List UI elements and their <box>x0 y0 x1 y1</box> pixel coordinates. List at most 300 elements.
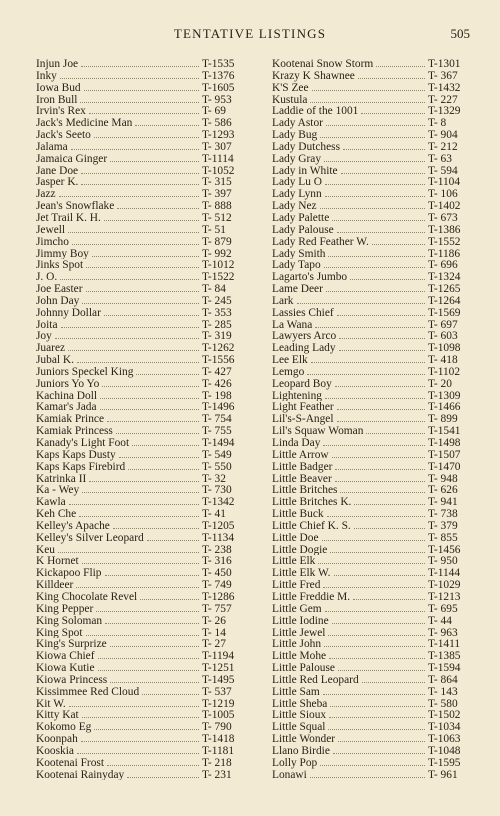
listing-entry <box>36 579 246 591</box>
listing-entry <box>36 745 246 757</box>
dot-leader <box>320 200 425 209</box>
entry-name: Lassies Chief <box>272 306 334 319</box>
entry-name: Katrinka II <box>36 472 87 485</box>
entry-name: Jimcho <box>36 235 69 248</box>
entry-name: Light Feather <box>272 401 334 414</box>
entry-code: T- 245 <box>202 294 232 307</box>
dot-leader <box>337 307 425 316</box>
listing-entry <box>36 721 246 733</box>
entry-name: Leading Lady <box>272 342 336 355</box>
entry-code: T- 953 <box>202 93 232 106</box>
listing-entry <box>272 579 468 591</box>
entry-code: T- 8 <box>428 117 447 130</box>
entry-code: T- 32 <box>202 472 226 485</box>
entry-name: Jane Doe <box>36 164 79 177</box>
listing-entry <box>36 295 246 307</box>
entry-code: T- 550 <box>202 460 232 473</box>
listing-entry <box>272 176 468 188</box>
entry-code: T- 20 <box>428 377 452 390</box>
entry-name: Little Wonder <box>272 733 336 745</box>
dot-leader <box>92 248 199 257</box>
listing-entry <box>272 188 468 200</box>
dot-leader <box>81 733 199 742</box>
listing-entry <box>36 378 246 390</box>
dot-leader <box>326 283 425 292</box>
listing-entry <box>272 248 468 260</box>
entry-name: Lolly Pop <box>272 756 318 769</box>
dot-leader <box>117 200 199 209</box>
listing-entry <box>36 236 246 248</box>
entry-name: Kamiak Prince <box>36 413 105 426</box>
listing-entry <box>36 283 246 295</box>
dot-leader <box>330 698 425 707</box>
listing-entry <box>272 224 468 236</box>
entry-code: T-1466 <box>428 401 461 414</box>
listing-entry <box>36 307 246 319</box>
entry-code: T- 855 <box>428 531 458 544</box>
dot-leader <box>340 484 425 493</box>
entry-name: Little Iodine <box>272 614 329 627</box>
page-header <box>0 24 500 46</box>
entry-code: T-1535 <box>202 58 235 70</box>
entry-code: T-1012 <box>202 259 235 272</box>
entry-name: Lady Palette <box>272 211 330 224</box>
dot-leader <box>94 721 199 730</box>
listing-entry <box>272 366 468 378</box>
listing-entry <box>36 686 246 698</box>
listing-entry <box>36 484 246 496</box>
listing-entry <box>36 401 246 413</box>
entry-name: Kaps Kaps Firebird <box>36 460 126 473</box>
listing-entry <box>36 390 246 402</box>
entry-name: Kiowa Kutie <box>36 662 95 674</box>
dot-leader <box>327 508 425 517</box>
dot-leader <box>323 437 425 446</box>
entry-name: Kickapoo Flip <box>36 567 102 580</box>
dot-leader <box>337 401 425 410</box>
entry-code: T-1114 <box>202 152 234 165</box>
listing-entry <box>36 532 246 544</box>
dot-leader <box>110 153 199 162</box>
listing-entry <box>36 437 246 449</box>
entry-name: Jamaica Ginger <box>36 152 108 165</box>
entry-code: T-1194 <box>202 650 235 663</box>
dot-leader <box>323 579 425 588</box>
entry-code: T- 14 <box>202 626 226 639</box>
listing-entry <box>272 378 468 390</box>
dot-leader <box>325 188 425 197</box>
entry-name: Keh Che <box>36 508 77 520</box>
entry-name: Krazy K Shawnee <box>272 69 355 82</box>
entry-name: Lady Lynn <box>272 188 322 201</box>
entry-name: Little Red Leopard <box>272 673 359 686</box>
listing-entry <box>272 58 468 70</box>
entry-code: T- 948 <box>428 472 458 485</box>
entry-name: Kooskia <box>36 744 74 757</box>
dot-leader <box>350 271 425 280</box>
entry-name: Leopard Boy <box>272 377 332 390</box>
entry-name: Little Britches K. <box>272 496 352 509</box>
listing-entry <box>272 508 468 520</box>
dot-leader <box>339 330 425 339</box>
listing-entry <box>272 105 468 117</box>
dot-leader <box>89 105 199 114</box>
dot-leader <box>311 354 425 363</box>
listing-entry <box>36 508 246 520</box>
dot-leader <box>98 650 199 659</box>
entry-code: T-1595 <box>428 756 461 769</box>
listing-entry <box>272 461 468 473</box>
dot-leader <box>312 82 425 91</box>
entry-name: Little Gem <box>272 602 322 615</box>
entry-name: Iowa Bud <box>36 81 81 94</box>
listing-entry <box>272 615 468 627</box>
dot-leader <box>338 733 425 742</box>
entry-name: King Spot <box>36 626 83 639</box>
dot-leader <box>341 165 425 174</box>
listing-entry <box>272 165 468 177</box>
entry-name: Lady Red Feather W. <box>272 235 369 248</box>
entry-code: T-1605 <box>202 81 235 94</box>
listing-entry <box>272 449 468 461</box>
listing-entry <box>36 555 246 567</box>
entry-name: Little Elk <box>272 555 316 568</box>
listing-entry <box>272 236 468 248</box>
left-listing-column <box>36 58 246 780</box>
dot-leader <box>69 698 199 707</box>
entry-name: Jewell <box>36 223 66 236</box>
entry-code: T-1181 <box>202 744 235 757</box>
entry-name: Kiowa Chief <box>36 650 95 663</box>
entry-name: Kelley's Silver Leopard <box>36 531 144 544</box>
dot-leader <box>324 259 425 268</box>
listing-entry <box>272 307 468 319</box>
listing-entry <box>272 401 468 413</box>
listing-entry <box>272 259 468 271</box>
entry-name: Inky <box>36 69 57 82</box>
dot-leader <box>86 627 199 636</box>
listing-entry <box>36 165 246 177</box>
listing-entry <box>272 567 468 579</box>
listing-entry <box>36 757 246 769</box>
dot-leader <box>362 674 425 683</box>
entry-name: Joy <box>36 330 52 343</box>
listing-entry <box>272 662 468 674</box>
entry-name: Little Sioux <box>272 709 327 722</box>
entry-name: Jinks Spot <box>36 259 84 272</box>
entry-name: Kootenai Frost <box>36 756 105 769</box>
entry-code: T- 69 <box>202 105 226 118</box>
listing-entry <box>272 271 468 283</box>
entry-code: T-1324 <box>428 271 461 284</box>
dot-leader <box>82 295 199 304</box>
dot-leader <box>337 413 425 422</box>
entry-code: T- 44 <box>428 614 452 627</box>
entry-code: T-1432 <box>428 81 461 94</box>
listing-entry <box>36 330 246 342</box>
entry-code: T- 696 <box>428 259 458 272</box>
dot-leader <box>113 520 199 529</box>
dot-leader <box>337 224 425 233</box>
listing-entry <box>272 425 468 437</box>
entry-code: T- 84 <box>202 283 226 295</box>
dot-leader <box>82 555 199 564</box>
dot-leader <box>135 117 199 126</box>
listing-entry <box>272 212 468 224</box>
dot-leader <box>332 449 425 458</box>
entry-name: Little Dogie <box>272 543 328 556</box>
dot-leader <box>116 425 199 434</box>
dot-leader <box>59 188 199 197</box>
entry-code: T- 594 <box>428 164 458 177</box>
dot-leader <box>358 70 425 79</box>
dot-leader <box>86 283 200 292</box>
dot-leader <box>329 709 425 718</box>
entry-name: Lonawi <box>272 768 307 781</box>
listing-entry <box>36 248 246 260</box>
entry-code: T-1213 <box>428 590 461 603</box>
dot-leader <box>335 461 425 470</box>
entry-name: Lawyers Arco <box>272 330 337 343</box>
entry-name: Little Arrow <box>272 448 329 461</box>
dot-leader <box>60 271 199 280</box>
listing-entry <box>272 674 468 686</box>
entry-code: T- 899 <box>428 413 458 426</box>
entry-name: Kokomo Eg <box>36 721 92 734</box>
entry-name: Kootenai Snow Storm <box>272 58 374 70</box>
dot-leader <box>105 615 199 624</box>
entry-code: T-1386 <box>428 223 461 236</box>
entry-name: Irvin's Rex <box>36 105 86 118</box>
listing-entry <box>272 733 468 745</box>
listing-entry <box>272 82 468 94</box>
dot-leader <box>334 567 425 576</box>
entry-name: Little Fred <box>272 579 321 591</box>
entry-name: Lame Deer <box>272 283 323 295</box>
listing-entry <box>36 461 246 473</box>
dot-leader <box>307 366 425 375</box>
entry-code: T- 586 <box>202 117 232 130</box>
entry-name: Lil's Squaw Woman <box>272 425 364 437</box>
entry-name: Little Sam <box>272 685 320 698</box>
entry-code: T-1034 <box>428 721 461 734</box>
dot-leader <box>310 769 425 778</box>
listing-entry <box>36 496 246 508</box>
listing-entry <box>36 200 246 212</box>
listing-entry <box>36 698 246 710</box>
listing-entry <box>36 769 246 781</box>
entry-code: T- 697 <box>428 318 458 331</box>
dot-leader <box>69 496 199 505</box>
dot-leader <box>82 484 199 493</box>
entry-name: Little Beaver <box>272 472 332 485</box>
dot-leader <box>325 390 425 399</box>
entry-code: T- 426 <box>202 377 232 390</box>
entry-code: T- 537 <box>202 685 232 698</box>
dot-leader <box>330 544 425 553</box>
listing-entry <box>272 354 468 366</box>
dot-leader <box>335 378 425 387</box>
entry-name: Jean's Snowflake <box>36 200 115 212</box>
entry-code: T-1507 <box>428 448 461 461</box>
entry-name: Little Freddie M. <box>272 590 351 603</box>
listing-entry <box>36 674 246 686</box>
entry-name: Little Buck <box>272 508 324 520</box>
listing-entry <box>272 200 468 212</box>
listing-entry <box>36 271 246 283</box>
entry-code: T-1342 <box>202 496 235 509</box>
listing-entry <box>36 425 246 437</box>
entry-code: T-1134 <box>202 531 235 544</box>
entry-name: Kelley's Apache <box>36 519 110 532</box>
dot-leader <box>100 401 199 410</box>
dot-leader <box>136 366 199 375</box>
listing-entry <box>36 105 246 117</box>
dot-leader <box>147 532 199 541</box>
listing-entry <box>272 70 468 82</box>
entry-name: Kustula <box>272 93 308 106</box>
dot-leader <box>80 94 199 103</box>
dot-leader <box>132 437 199 446</box>
listing-entry <box>36 224 246 236</box>
entry-code: T-1329 <box>428 105 461 118</box>
entry-code: T-1556 <box>202 354 235 366</box>
dot-leader <box>94 129 199 138</box>
entry-code: T-1265 <box>428 283 461 295</box>
dot-leader <box>310 94 425 103</box>
entry-name: Jet Trail K. H. <box>36 211 101 224</box>
entry-code: T- 941 <box>428 496 458 509</box>
entry-name: Kitty Kat <box>36 709 79 722</box>
entry-code: T-1411 <box>428 638 461 651</box>
entry-code: T- 212 <box>428 140 458 153</box>
listing-entry <box>272 627 468 639</box>
listing-entry <box>36 176 246 188</box>
listing-entry <box>272 638 468 650</box>
entry-name: Lady Nez <box>272 200 317 212</box>
entry-code: T-1496 <box>202 401 235 414</box>
dot-leader <box>376 58 425 67</box>
listing-entry <box>36 449 246 461</box>
entry-code: T- 626 <box>428 484 458 497</box>
entry-code: T- 319 <box>202 330 232 343</box>
entry-name: Llano Birdie <box>272 744 330 757</box>
dot-leader <box>354 496 425 505</box>
listing-entry <box>272 532 468 544</box>
entry-code: T-1502 <box>428 709 461 722</box>
listing-entry <box>272 544 468 556</box>
entry-code: T- 51 <box>202 223 226 236</box>
entry-code: T-1552 <box>428 235 461 248</box>
entry-code: T- 603 <box>428 330 458 343</box>
listing-entry <box>272 698 468 710</box>
entry-name: Kiowa Princess <box>36 673 108 686</box>
entry-code: T- 963 <box>428 626 458 639</box>
listing-entry <box>36 342 246 354</box>
dot-leader <box>354 520 425 529</box>
entry-code: T- 198 <box>202 389 232 402</box>
listing-entry <box>272 330 468 342</box>
dot-leader <box>339 342 425 351</box>
entry-name: Joita <box>36 318 58 331</box>
dot-leader <box>320 129 425 138</box>
listing-entry <box>36 591 246 603</box>
entry-code: T-1293 <box>202 129 235 141</box>
entry-code: T- 367 <box>428 69 458 82</box>
entry-name: Keu <box>36 543 55 556</box>
entry-code: T- 738 <box>428 508 458 520</box>
entry-name: Lemgo <box>272 365 305 378</box>
entry-name: Juniors Yo Yo <box>36 377 100 390</box>
entry-code: T-1205 <box>202 519 235 532</box>
dot-leader <box>128 461 199 470</box>
entry-name: Jalama <box>36 140 68 153</box>
listing-entry <box>36 259 246 271</box>
listing-entry <box>272 342 468 354</box>
entry-name: Lady Smith <box>272 247 326 260</box>
entry-name: Little Chief K. S. <box>272 519 351 532</box>
entry-code: T-1470 <box>428 460 461 473</box>
entry-code: T- 106 <box>428 188 458 201</box>
dot-leader <box>333 745 425 754</box>
dot-leader <box>366 425 425 434</box>
dot-leader <box>322 532 426 541</box>
entry-code: T-1385 <box>428 650 461 663</box>
entry-name: Jack's Seeto <box>36 129 91 141</box>
entry-name: Kamar's Jada <box>36 401 97 414</box>
listing-entry <box>272 709 468 721</box>
dot-leader <box>127 769 199 778</box>
dot-leader <box>60 70 199 79</box>
dot-leader <box>68 224 199 233</box>
page-number: 505 <box>450 26 470 41</box>
entry-code: T-1522 <box>202 271 235 284</box>
entry-code: T-1186 <box>428 247 461 260</box>
listing-entry <box>36 319 246 331</box>
entry-name: Joe Easter <box>36 283 83 295</box>
listing-entry <box>272 496 468 508</box>
dot-leader <box>98 662 199 671</box>
entry-name: Little Squal <box>272 721 326 734</box>
entry-code: T- 755 <box>202 425 232 437</box>
entry-name: Lady Palouse <box>272 223 334 236</box>
dot-leader <box>328 721 425 730</box>
dot-leader <box>320 757 425 766</box>
entry-name: Lady Bug <box>272 129 318 141</box>
listing-entry <box>36 473 246 485</box>
entry-code: T-1569 <box>428 306 461 319</box>
dot-leader <box>343 141 425 150</box>
dot-leader <box>332 615 425 624</box>
dot-leader <box>84 82 199 91</box>
entry-name: Jack's Medicine Man <box>36 117 133 130</box>
dot-leader <box>119 449 199 458</box>
listing-entry <box>36 603 246 615</box>
dot-leader <box>324 153 425 162</box>
entry-code: T-1456 <box>428 543 461 556</box>
entry-code: T-1402 <box>428 200 461 212</box>
entry-code: T- 218 <box>202 756 232 769</box>
dot-leader <box>335 473 425 482</box>
listing-entry <box>36 638 246 650</box>
entry-name: K Hornet <box>36 555 79 568</box>
listing-entry <box>272 555 468 567</box>
entry-code: T- 730 <box>202 484 232 497</box>
entry-name: Juniors Speckel King <box>36 365 134 378</box>
entry-name: Kissimmee Red Cloud <box>36 685 140 698</box>
entry-name: King Pepper <box>36 602 94 615</box>
dot-leader <box>81 165 199 174</box>
